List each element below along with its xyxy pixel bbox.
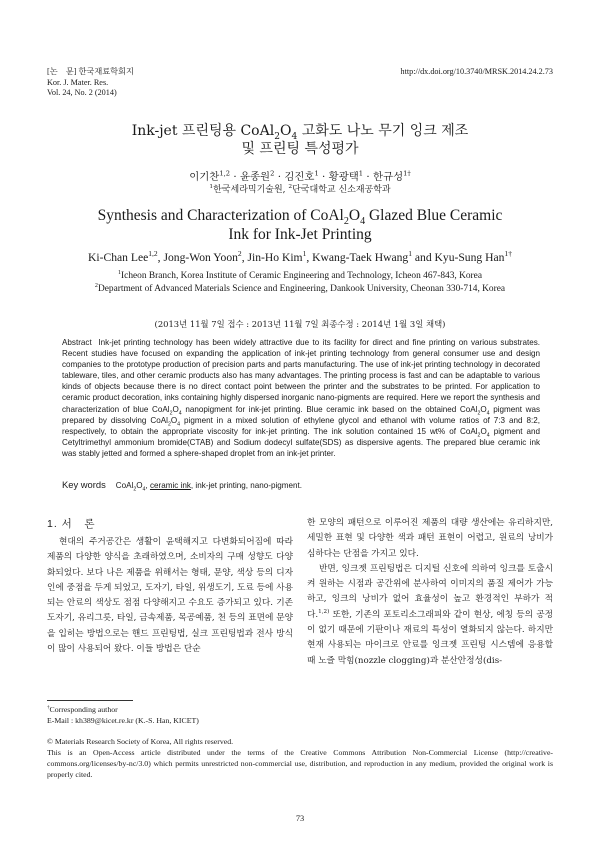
title-ko-line2: 및 프린팅 특성평가 [241,141,359,157]
abstract-label: Abstract [62,338,92,347]
keywords-label: Key words [62,479,106,490]
paragraph: 반면, 잉크젯 프린팅법은 디지털 신호에 의하여 잉크를 토출시켜 원하는 시점과 공간위에 분사하여 이미지의 품질 제어가 가능하고, 잉크의 낭비가 없어 효율성이 높고 환경적인 부하가 적다.$^{1,2)}$ 또한, 기존의 포토리소그래피와 같이 현상, 에칭 등의 공정이 없기 때문에 기판이나 재료의 특성이 열화되지 않는다. 하지만 현재 사용되는 마이크로 안료를 잉크젯 프린팅 시스템에 응용할 때 노즐 막힘(nozzle clogging)과 분산안정성(dis- [307,563,553,666]
affiliation-en-2: $^2$Department of Advanced Materials Science and Engineering, Dankook University, Cheonan 330-714, Korea [94,282,506,294]
title-en [30,206,570,244]
abstract: Abstract Ink-jet printing technology has been widely attractive due to its facility for direct and fine printing on various substrates. Recent studies have focused on expanding the application of ink-jet printing technology from general consumer use and design companies to the prototype production of precision parts and parts manufacturing. The use of ink-jet printing technology in decorated tableware, tiles, and other ceramic products also has many advantages. The printing process is fast and can be adaptable to various kinds of objects because there is no direct contact point between the printer and the substrates to be printed. For application to ceramic product decoration, inks containing highly dispersed inorganic nano-pigments are required. Here we report the synthesis and characterization of blue $CoAl_2O_4$ nanopigment for ink-jet printing. Blue ceramic ink based on the obtained $CoAl_2O_4$ pigment was prepared by dissolving $CoAl_2O_4$ pigment in a mixed solution of ethylene glycol and ethanol with volume ratios of 7:3 and 8:2, respectively, to obtain the appropriate viscosity for ink-jet printing. The ink solution contained 15 wt% of $CoAl_2O_4$ pigment and Cetyltrimethyl ammonium bromide(CTAB) and Sodium dodecyl sulfate(SDS) as dispersive agents. The prepared blue ceramic ink was stably jetted and formed a sphere-shaped droplet from an ink-jet printer. [62,338,541,458]
body-right-column [307,516,553,669]
authors-ko: 이기찬$^{1,2}$ · 윤종원$^2$ · 김진호$^1$ · 황광택$^1$ · 한규성$^{1\dagger}$ [189,169,411,183]
affiliation-en-1: $^1$Icheon Branch, Korea Institute of Ceramic Engineering and Technology, Icheon 467-843, Korea [118,269,482,281]
body-left-column [47,535,293,657]
page-number: 73 [295,814,305,823]
corresponding-author-footnote: †Corresponding author E-Mail : kh389@kicet.re.kr (K.-S. Han, KICET) [47,704,199,725]
keywords: Key words $CoAl_2O_4$, ceramic ink, ink-jet printing, nano-pigment. [62,479,303,493]
author-email: E-Mail : kh389@kicet.re.kr (K.-S. Han, KICET) [47,716,199,725]
journal-name-ko: [논 문] 한국재료학회지 [47,67,134,76]
journal-name-en: Kor. J. Mater. Res. [47,77,109,87]
authors-en: Ki-Chan Lee$^{1,2}$, Jong-Won Yoon$^2$, Jin-Ho Kim$^1$, Kwang-Taek Hwang$^1$ and Kyu-Sung Han$^{1\dagger}$ [88,249,512,264]
affiliation-ko: $^1$한국세라믹기술원, $^2$단국대학교 신소재공학과 [209,184,391,195]
footnote-divider [47,700,133,701]
journal-header [47,67,134,99]
section-heading-introduction: 1. 서 론 [47,518,96,530]
title-en-line1: Synthesis and Characterization of $CoAl_2O_4$ Glazed Blue Ceramic [97,207,503,228]
copyright-notice: © Materials Research Society of Korea, All rights reserved. This is an Open-Access article distributed under the terms of the Creative Commons Attribution Non-Commercial License (http://creative-commons.org/licenses/by-nc/3.0) which permits unrestricted non-commercial use, distribution, and reproduction in any medium, provided the original work is properly cited. [47,737,553,779]
journal-volume: Vol. 24, No. 2 (2014) [47,88,117,98]
doi-link[interactable]: http://dx.doi.org/10.3740/MRSK.2014.24.2.73 [400,67,553,76]
submission-dates: (2013년 11월 7일 접수 : 2013년 11월 7일 최종수정 : 2014년 1월 3일 채택) [154,319,446,329]
keyword-link[interactable]: ceramic ink [149,481,191,490]
paragraph: 현대의 주거공간은 생활이 윤택해지고 다변화되어짐에 따라 제품의 다양한 양식을 초래하였으며, 소비자의 구매 성향도 다양화되었다. 보다 나은 제품을 위해서는 형태, 문양, 색상 등의 디자인에 중점을 두게 되었고, 도자기, 타일, 위생도기, 도료 등에 사용되는 안료의 색상도 점점 다양해지고 수요도 증가되고 있다. 기존 도자기, 유리그릇, 타일, 금속제품, 목공예품, 천 등의 표면에 문양을 입히는 방법으로는 핸드 프린팅법, 실크 프린팅법과 전사 방식이 많이 사용되어 왔다. 이들 방법은 단순 [47,537,293,655]
title-ko-line1: Ink-jet 프린팅용 $CoAl_2O_4$ 고화도 나노 무기 잉크 제조 [131,123,469,142]
paragraph: 한 모양의 패턴으로 이루어진 제품의 대량 생산에는 유리하지만, 세밀한 표현 및 다양한 색과 패턴 표현이 어렵고, 원료의 낭비가 심하다는 단점을 가지고 있다. [307,518,553,559]
title-ko [40,122,560,158]
title-en-line2: Ink for Ink-Jet Printing [228,226,372,243]
